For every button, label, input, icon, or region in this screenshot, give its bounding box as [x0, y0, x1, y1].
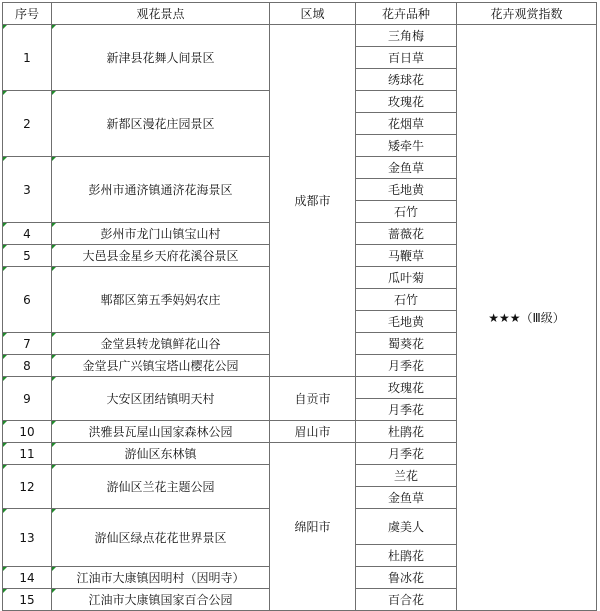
row-index: 10 — [3, 421, 52, 443]
rating-cell: ★★★（Ⅲ级） — [457, 25, 597, 611]
row-spot: 彭州市龙门山镇宝山村 — [52, 223, 270, 245]
row-index: 4 — [3, 223, 52, 245]
region-meishan: 眉山市 — [270, 421, 356, 443]
flower-cell: 玫瑰花 — [356, 377, 457, 399]
flower-cell: 瓜叶菊 — [356, 267, 457, 289]
header-region: 区域 — [270, 3, 356, 25]
flower-cell: 毛地黄 — [356, 179, 457, 201]
row-index: 5 — [3, 245, 52, 267]
flower-cell: 金鱼草 — [356, 157, 457, 179]
header-rating: 花卉观赏指数 — [457, 3, 597, 25]
flower-cell: 金鱼草 — [356, 487, 457, 509]
row-spot: 游仙区绿点花花世界景区 — [52, 509, 270, 567]
flower-cell: 兰花 — [356, 465, 457, 487]
flower-cell: 鲁冰花 — [356, 567, 457, 589]
row-index: 13 — [3, 509, 52, 567]
row-spot: 金堂县转龙镇鲜花山谷 — [52, 333, 270, 355]
row-index: 9 — [3, 377, 52, 421]
flower-cell: 玫瑰花 — [356, 91, 457, 113]
row-spot: 大邑县金星乡天府花溪谷景区 — [52, 245, 270, 267]
header-spot: 观花景点 — [52, 3, 270, 25]
row-spot: 江油市大康镇国家百合公园 — [52, 589, 270, 611]
flower-cell: 花烟草 — [356, 113, 457, 135]
row-spot: 新都区漫花庄园景区 — [52, 91, 270, 157]
row-index: 11 — [3, 443, 52, 465]
row-index: 12 — [3, 465, 52, 509]
flower-cell: 蜀葵花 — [356, 333, 457, 355]
flower-cell: 毛地黄 — [356, 311, 457, 333]
row-index: 1 — [3, 25, 52, 91]
flower-cell: 月季花 — [356, 399, 457, 421]
flower-cell: 杜鹃花 — [356, 421, 457, 443]
row-index: 14 — [3, 567, 52, 589]
row-spot: 彭州市通济镇通济花海景区 — [52, 157, 270, 223]
header-flower: 花卉品种 — [356, 3, 457, 25]
row-spot: 大安区团结镇明天村 — [52, 377, 270, 421]
region-zigong: 自贡市 — [270, 377, 356, 421]
row-spot: 游仙区东林镇 — [52, 443, 270, 465]
header-index: 序号 — [3, 3, 52, 25]
row-index: 7 — [3, 333, 52, 355]
flower-cell: 月季花 — [356, 443, 457, 465]
row-index: 6 — [3, 267, 52, 333]
flower-cell: 百日草 — [356, 47, 457, 69]
flower-cell: 矮牵牛 — [356, 135, 457, 157]
row-index: 3 — [3, 157, 52, 223]
flower-cell: 蔷薇花 — [356, 223, 457, 245]
row-spot: 新津县花舞人间景区 — [52, 25, 270, 91]
flower-cell: 马鞭草 — [356, 245, 457, 267]
row-spot: 郫都区第五季妈妈农庄 — [52, 267, 270, 333]
flower-cell: 百合花 — [356, 589, 457, 611]
region-mianyang: 绵阳市 — [270, 443, 356, 611]
row-index: 2 — [3, 91, 52, 157]
header-row — [3, 3, 597, 25]
flower-cell: 杜鹃花 — [356, 545, 457, 567]
row-spot: 江油市大康镇因明村（因明寺） — [52, 567, 270, 589]
flower-cell: 虞美人 — [356, 509, 457, 545]
flower-cell: 绣球花 — [356, 69, 457, 91]
flower-cell: 石竹 — [356, 289, 457, 311]
flower-viewing-table — [2, 2, 597, 611]
flower-cell: 石竹 — [356, 201, 457, 223]
region-chengdu: 成都市 — [270, 25, 356, 377]
row-spot: 金堂县广兴镇宝塔山樱花公园 — [52, 355, 270, 377]
row-spot: 洪雅县瓦屋山国家森林公园 — [52, 421, 270, 443]
row-spot: 游仙区兰花主题公园 — [52, 465, 270, 509]
flower-cell: 月季花 — [356, 355, 457, 377]
row-index: 8 — [3, 355, 52, 377]
row-index: 15 — [3, 589, 52, 611]
flower-cell: 三角梅 — [356, 25, 457, 47]
